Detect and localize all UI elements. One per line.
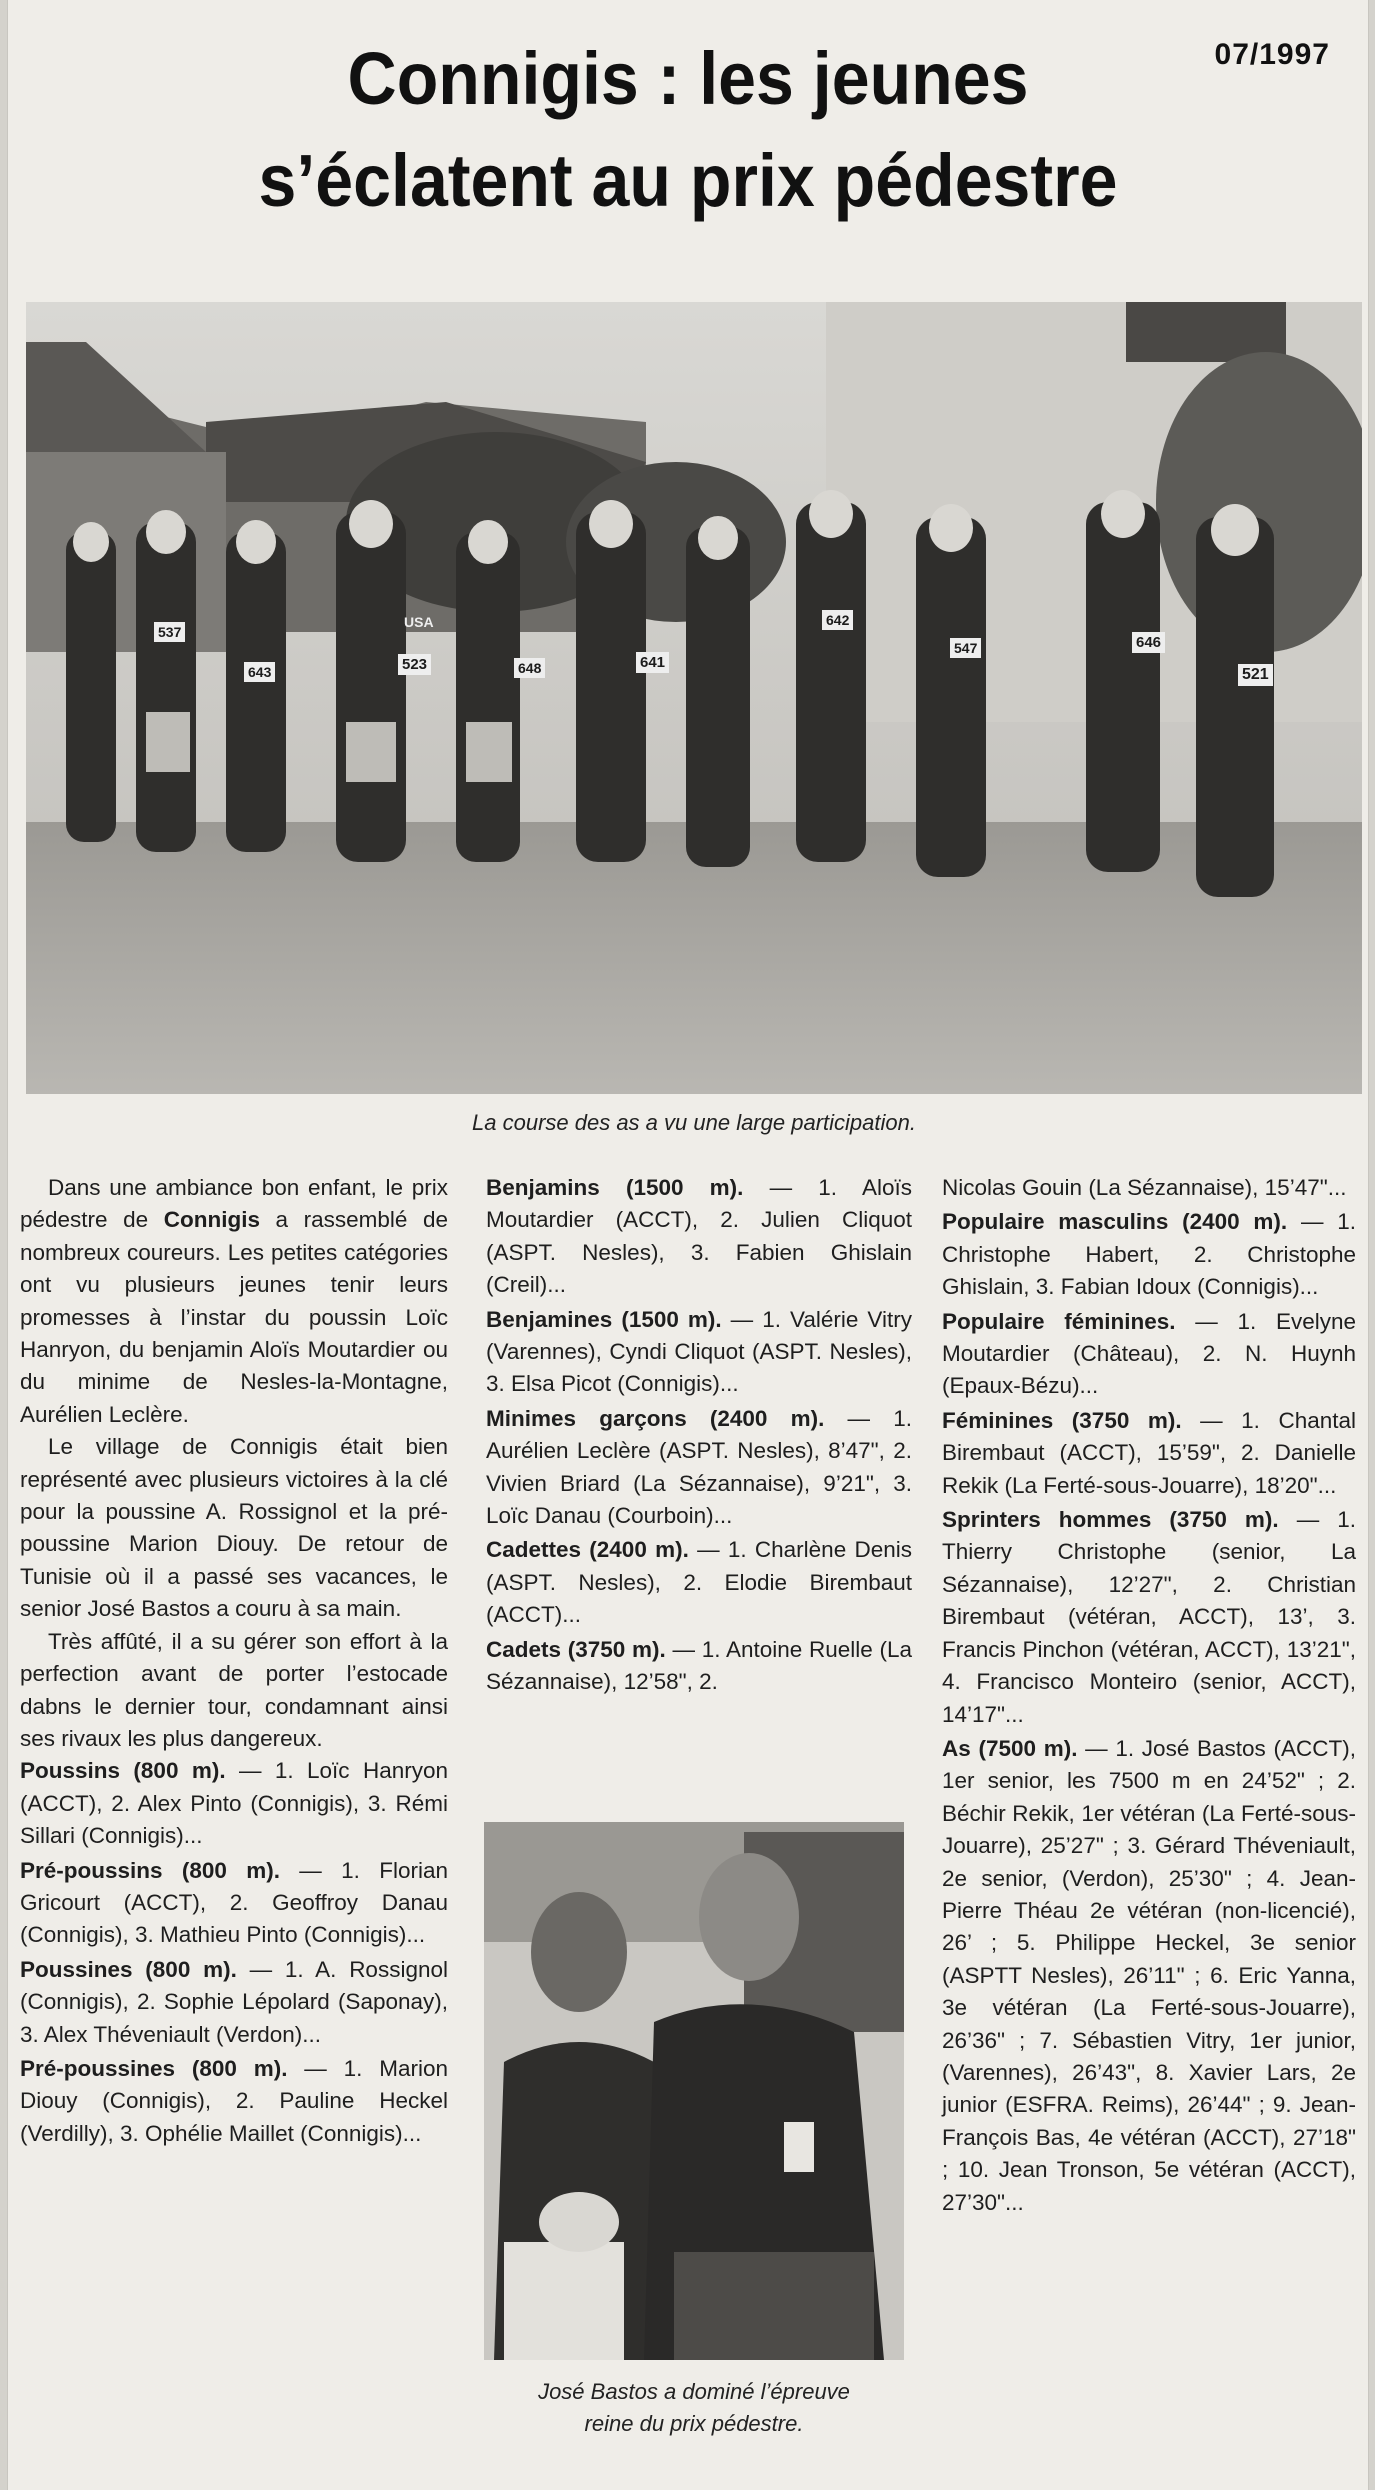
result-entry: Poussins (800 m). — 1. Loïc Hanryon (ACCT), 2. Alex Pinto (Connigis), 3. Rémi Sillari (Connigis)... <box>20 1758 448 1849</box>
second-photo-jose-bastos <box>484 1822 904 2360</box>
main-photo-race-start <box>26 302 1362 1094</box>
bib-number: 646 <box>1132 632 1165 653</box>
newspaper-clipping <box>8 0 1368 2490</box>
bib-number: 547 <box>950 638 981 658</box>
article-column-2 <box>486 1172 912 1701</box>
bib-number: 643 <box>244 662 275 682</box>
shirt-text: USA <box>404 614 434 630</box>
result-entry: Cadets (3750 m). — 1. Antoine Ruelle (La Sézannaise), 12’58", 2. <box>486 1636 912 1695</box>
result-entry: Benjamines (1500 m). — 1. Valérie Vitry (Varennes), Cyndi Cliquot (ASPT. Nesles), 3. Elsa Picot (Connigis)... <box>486 1306 912 1397</box>
intro-paragraph-2: Le village de Connigis était bien représenté avec plusieurs victoires à la clé pour la poussine A. Rossignol et la pré-poussine Marion Diouy. De retour de Tunisie où il a passé ses vacances, le senior José Bastos a couru à sa main. <box>20 1434 448 1622</box>
article-column-3 <box>942 1172 1356 2221</box>
bib-number: 523 <box>398 654 431 675</box>
result-entry: Benjamins (1500 m). — 1. Aloïs Moutardier (ACCT), 2. Julien Cliquot (ASPT. Nesles), 3. Fabien Ghislain (Creil)... <box>486 1175 912 1298</box>
headline-line-1: Connigis : les jeunes <box>347 37 1029 120</box>
result-entry: Sprinters hommes (3750 m). — 1. Thierry Christophe (senior, La Sézannaise), 12’27", 2. Christian Birembaut (vétéran, ACCT), 13’, 3. Francis Pinchon (vétéran, ACCT), 13’21", 4. Francisco Monteiro (senior, ACCT), 14’17"... <box>942 1507 1356 1727</box>
intro-paragraph-3: Très affûté, il a su gérer son effort à la perfection avant de porter l’estocade dabns le dernier tour, condamnant ainsi ses rivaux les plus dangereux. <box>20 1628 448 1751</box>
clipping-date: 07/1997 <box>1214 38 1330 71</box>
bib-number: 537 <box>154 622 185 642</box>
second-photo-caption: José Bastos a dominé l’épreuve reine du prix pédestre. <box>538 2379 850 2436</box>
article-column-1 <box>20 1172 448 2152</box>
bib-number: 648 <box>514 658 545 678</box>
result-entry: Populaire féminines. — 1. Evelyne Moutardier (Château), 2. N. Huynh (Epaux-Bézu)... <box>942 1308 1356 1399</box>
result-continuation: Nicolas Gouin (La Sézannaise), 15’47"... <box>942 1175 1347 1200</box>
result-entry: Poussines (800 m). — 1. A. Rossignol (Connigis), 2. Sophie Lépolard (Saponay), 3. Alex Théveniault (Verdon)... <box>20 1956 448 2047</box>
result-entry: Féminines (3750 m). — 1. Chantal Birembaut (ACCT), 15’59", 2. Danielle Rekik (La Ferté-sous-Jouarre), 18’20"... <box>942 1407 1356 1498</box>
headline-line-2: s’éclatent au prix pédestre <box>258 139 1118 222</box>
headline <box>118 28 1259 232</box>
result-entry: Pré-poussins (800 m). — 1. Florian Gricourt (ACCT), 2. Geoffroy Danau (Connigis), 3. Mathieu Pinto (Connigis)... <box>20 1857 449 1948</box>
bib-number: 521 <box>1238 664 1273 686</box>
main-photo-caption: La course des as a vu une large participation. <box>472 1110 916 1135</box>
intro-paragraph-1: Dans une ambiance bon enfant, le prix pédestre de Connigis a rassemblé de nombreux coureurs. Les petites catégories ont vu plusieurs jeunes tenir leurs promesses à l’instar du poussin Loïc Hanryon, du benjamin Aloïs Moutardier ou du minime de Nesles-la-Montagne, Aurélien Leclère. <box>20 1175 448 1427</box>
bib-number: 642 <box>822 610 853 630</box>
result-entry: Populaire masculins (2400 m). — 1. Christophe Habert, 2. Christophe Ghislain, 3. Fabian Idoux (Connigis)... <box>942 1209 1356 1300</box>
result-entry: Pré-poussines (800 m). — 1. Marion Diouy (Connigis), 2. Pauline Heckel (Verdilly), 3. Ophélie Maillet (Connigis)... <box>20 2055 448 2146</box>
bib-number: 641 <box>636 652 669 673</box>
result-entry: As (7500 m). — 1. José Bastos (ACCT), 1er senior, les 7500 m en 24’52" ; 2. Béchir Rekik, 1er vétéran (La Ferté-sous-Jouarre), 25’27" ; 3. Gérard Théveniault, 2e senior, (Verdon), 25’30" ; 4. Jean-Pierre Théau 2e vétéran (non-licencié), 26’ ; 5. Philippe Heckel, 3e senior (ASPTT Nesles), 26’11" ; 6. Eric Yanna, 3e vétéran (La Ferté-sous-Jouarre), 26’36" ; 7. Sébastien Vitry, 1er junior, (Varennes), 26’43", 8. Xavier Lars, 2e junior (ESFRA. Reims), 26’44" ; 9. Jean-François Bas, 4e vétéran (ACCT), 27’18" ; 10. Jean Tronson, 5e vétéran (ACCT), 27’30"... <box>942 1735 1356 2215</box>
result-entry: Minimes garçons (2400 m). — 1. Aurélien Leclère (ASPT. Nesles), 8’47", 2. Vivien Briard (La Sézannaise), 9’21", 3. Loïc Danau (Courboin)... <box>486 1405 912 1529</box>
result-entry: Cadettes (2400 m). — 1. Charlène Denis (ASPT. Nesles), 2. Elodie Birembaut (ACCT)... <box>486 1537 912 1628</box>
